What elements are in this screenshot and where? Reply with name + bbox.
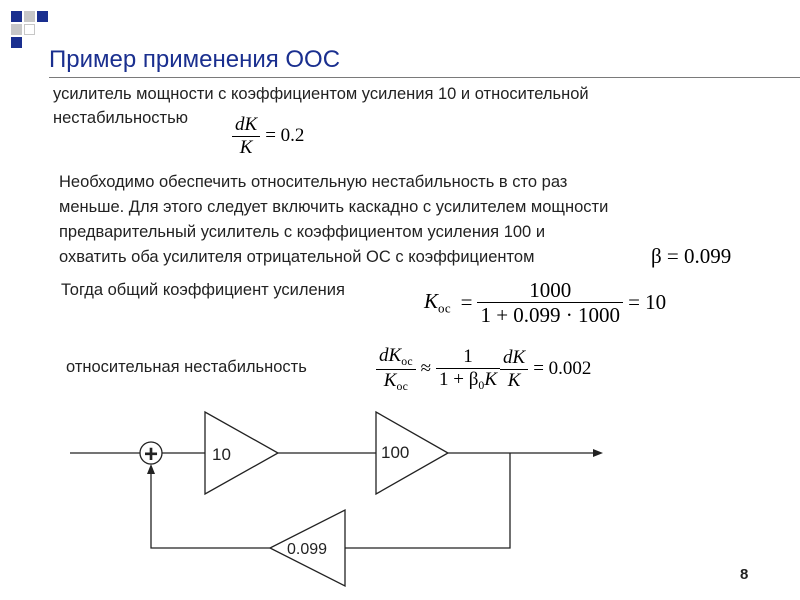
inst-num1-sub: ос [401,355,413,369]
summer-plus-symbol: + [143,441,159,468]
inst-approx: ≈ [420,358,432,380]
inst-den1: K [383,369,397,391]
gain-result: = 10 [628,290,667,315]
instability-label: относительная нестабильность [66,358,307,376]
gain-numerator: 1000 [477,278,623,303]
amplifier-100-label: 100 [381,443,410,462]
inst-num1: dK [379,345,402,366]
page-number: 8 [740,566,749,583]
formula-rhs: = 0.2 [265,125,305,147]
inst-result: = 0.002 [533,358,592,380]
body-line-4: охватить оба усилителя отрицательной ОС с коэффициентом [59,248,535,266]
inst-den1-sub: ос [396,379,408,393]
gain-equals: = [460,290,473,315]
formula-numerator: dK [232,114,260,137]
inst-den2-a: 1 + β [439,368,479,390]
beta-formula: β = 0.099 [651,244,732,268]
body-line-1: Необходимо обеспечить относительную нестабильность в сто раз [59,173,568,191]
inst-num3: dK [500,347,528,370]
intro-line-2: нестабильностью [53,109,189,127]
slide-title: Пример применения ООС [49,46,341,73]
intro-line-1: усилитель мощности с коэффициентом усиления 10 и относительной [53,85,589,103]
feedback-forward-line [345,453,510,548]
body-line-2: меньше. Для этого следует включить каскадно с усилителем мощности [59,198,609,216]
inst-den2-b: K [484,368,497,390]
feedback-block-label: 0.099 [287,541,328,558]
gain-denominator: 1 + 0.099 · 1000 [480,303,621,328]
gain-lhs: K [424,288,439,313]
gain-label: Тогда общий коэффициент усиления [61,281,345,299]
amplifier-10-label: 10 [212,445,231,464]
gain-lhs-subscript: ос [438,300,451,316]
body-line-3: предварительный усилитель с коэффициентом усиления 100 и [59,223,546,241]
inst-den2-sub: 0 [478,378,485,392]
inst-den3: K [507,369,521,391]
output-arrow-icon [593,449,603,457]
inst-num2: 1 [436,346,500,369]
formula-denominator: K [239,136,253,158]
